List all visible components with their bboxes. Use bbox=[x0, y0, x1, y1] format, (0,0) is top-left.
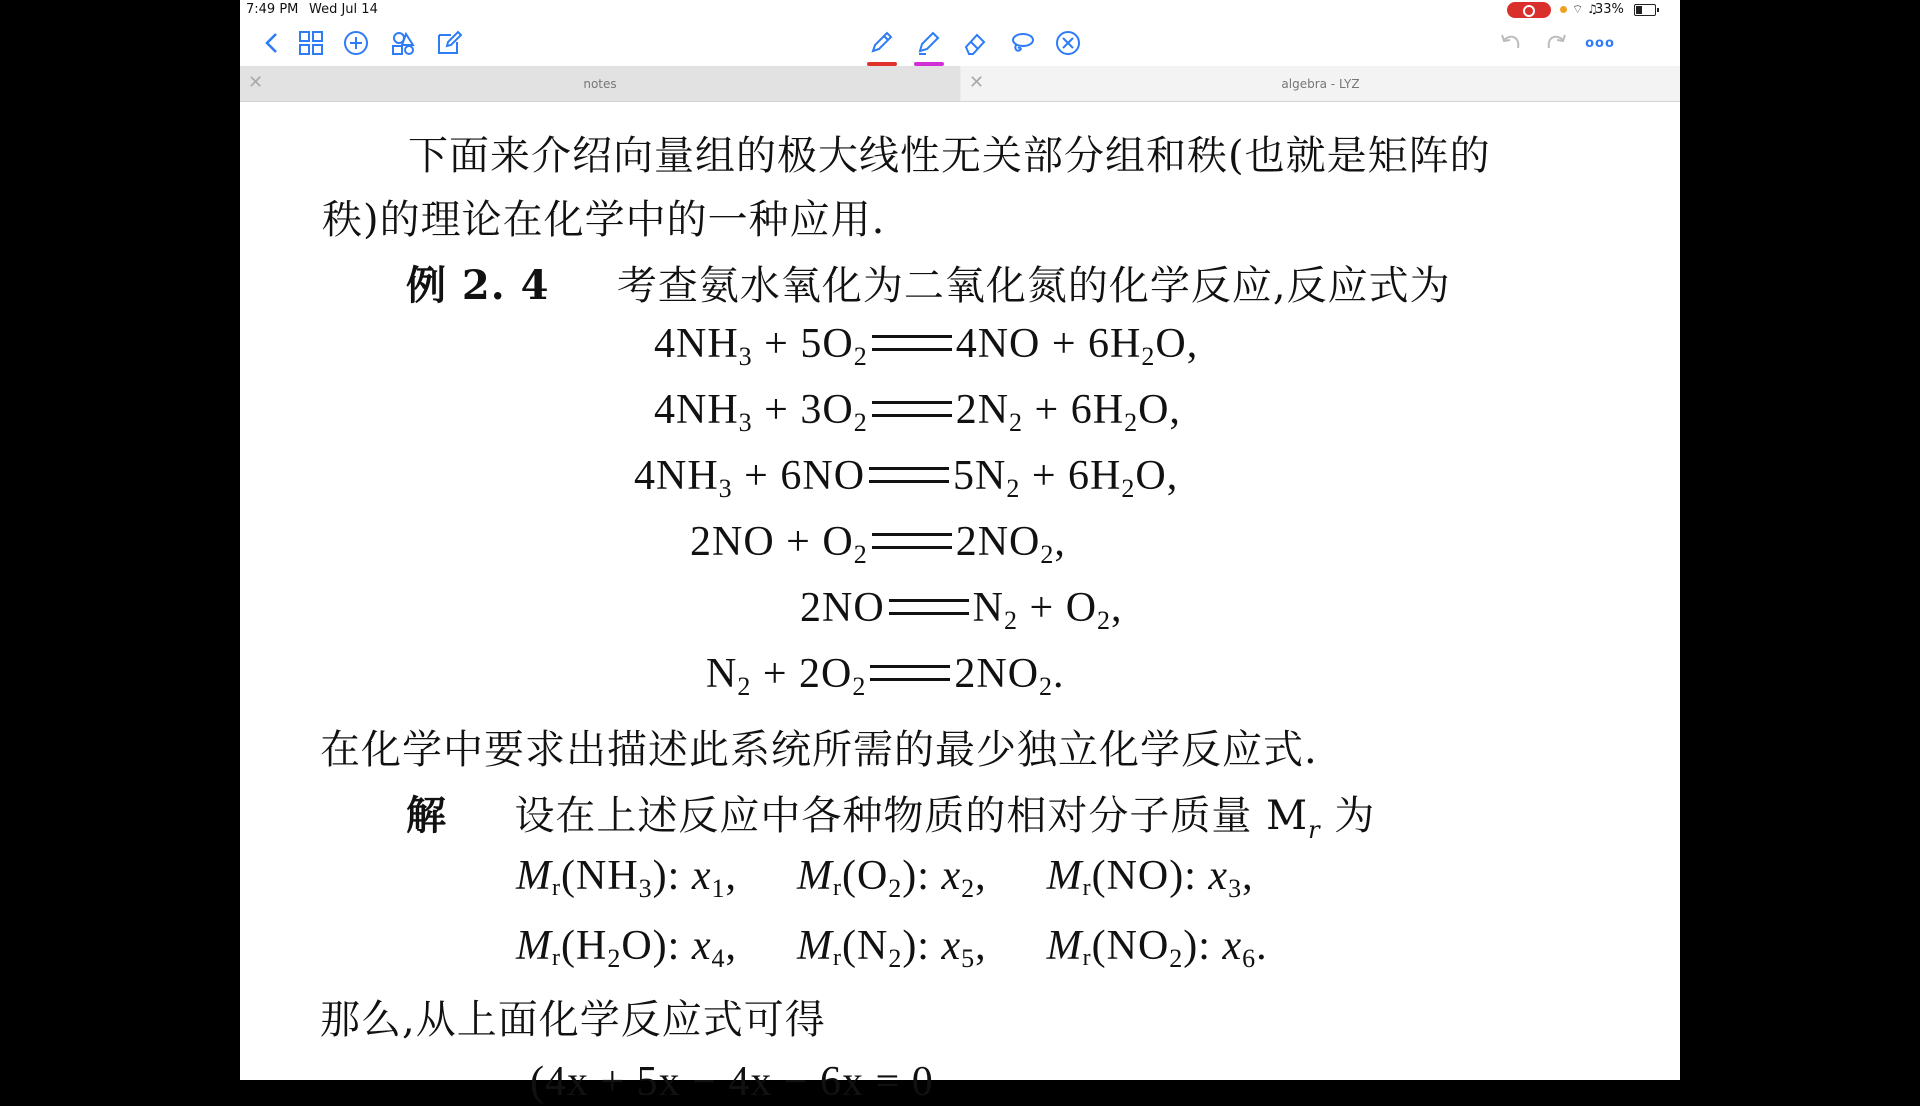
document-tabs bbox=[240, 66, 1680, 102]
molar-mass-row-2: $M_r(H_2O)$: $x_4$, $M_r(N_2)$: $x_5$, $M_r(NO_2)$: $x_6$. bbox=[516, 923, 1268, 973]
solution-end: 为 bbox=[1320, 793, 1376, 839]
reaction-4: $2NO + O_2$ $2NO_2$, bbox=[690, 519, 1066, 569]
conclusion-text: 那么,从上面化学反应式可得 bbox=[320, 997, 826, 1043]
close-circle-icon[interactable] bbox=[1051, 26, 1085, 60]
more-icon[interactable]: ooo bbox=[1585, 35, 1615, 51]
tab-notes[interactable] bbox=[240, 66, 960, 101]
example-label: 例 2. 4 bbox=[406, 262, 550, 309]
eraser-icon[interactable] bbox=[958, 26, 992, 60]
thumbnail-grid-icon[interactable] bbox=[294, 26, 328, 60]
solution-text: 设在上述反应中各种物质的相对分子质量 M bbox=[514, 793, 1309, 839]
screen-record-icon[interactable] bbox=[1507, 2, 1551, 18]
solution-label: 解 bbox=[406, 792, 447, 839]
reaction-6: $N_2 + 2O_2$ $2NO_2$. bbox=[706, 651, 1065, 701]
equation-system-partial: (4x + 5x − 4x − 6x = 0 bbox=[530, 1059, 934, 1105]
document-page[interactable] bbox=[240, 102, 1680, 1105]
reaction-2: $4NH_3 + 3O_2$ $2N_2 + 6H_2O$, bbox=[654, 387, 1181, 437]
tab-algebra[interactable] bbox=[961, 66, 1680, 101]
undo-icon[interactable] bbox=[1493, 26, 1527, 60]
app-window bbox=[240, 0, 1680, 1105]
paragraph-intro-line-2: 秩)的理论在化学中的一种应用. bbox=[322, 197, 886, 243]
toolbar bbox=[240, 20, 1680, 66]
tab-label: algebra - LYZ bbox=[1281, 76, 1360, 91]
redo-icon[interactable] bbox=[1540, 26, 1574, 60]
pen-icon[interactable] bbox=[864, 26, 898, 60]
battery-percent: 33% bbox=[1595, 2, 1624, 17]
molar-mass-row-1: $M_r(NH_3)$: $x_1$, $M_r(O_2)$: $x_2$, $M_r(NO)$: $x_3$, bbox=[516, 853, 1254, 903]
status-bar bbox=[240, 0, 1680, 20]
back-icon[interactable] bbox=[255, 26, 289, 60]
reaction-3: $4NH_3 + 6NO$ $5N_2 + 6H_2O$, bbox=[634, 453, 1179, 503]
shapes-icon[interactable] bbox=[386, 26, 420, 60]
paragraph-intro-line-1: 下面来介绍向量组的极大线性无关部分组和秩(也就是矩阵的 bbox=[408, 133, 1491, 179]
wifi-headphones-icon: ⌔ ♫ bbox=[1572, 2, 1598, 16]
close-tab-icon[interactable]: ✕ bbox=[969, 72, 985, 93]
reaction-5: 2NO $N_2 + O_2$, bbox=[800, 585, 1123, 635]
status-date: Wed Jul 14 bbox=[309, 2, 378, 17]
question-text: 在化学中要求出描述此系统所需的最少独立化学反应式. bbox=[320, 727, 1318, 773]
highlighter-icon[interactable] bbox=[911, 26, 945, 60]
edit-icon[interactable] bbox=[432, 26, 466, 60]
solution-sub: r bbox=[1308, 816, 1321, 844]
mic-indicator-icon bbox=[1560, 6, 1567, 13]
add-page-icon[interactable] bbox=[339, 26, 373, 60]
example-line bbox=[406, 254, 1451, 311]
battery-icon bbox=[1634, 4, 1656, 16]
close-tab-icon[interactable]: ✕ bbox=[248, 72, 264, 93]
solution-line bbox=[406, 784, 1375, 844]
lasso-icon[interactable] bbox=[1005, 26, 1039, 60]
reaction-1: $4NH_3 + 5O_2$ $4NO + 6H_2O$, bbox=[654, 321, 1199, 371]
status-time: 7:49 PM bbox=[246, 2, 299, 17]
tab-label: notes bbox=[583, 76, 617, 91]
example-text: 考查氨水氧化为二氧化氮的化学反应,反应式为 bbox=[616, 263, 1451, 309]
